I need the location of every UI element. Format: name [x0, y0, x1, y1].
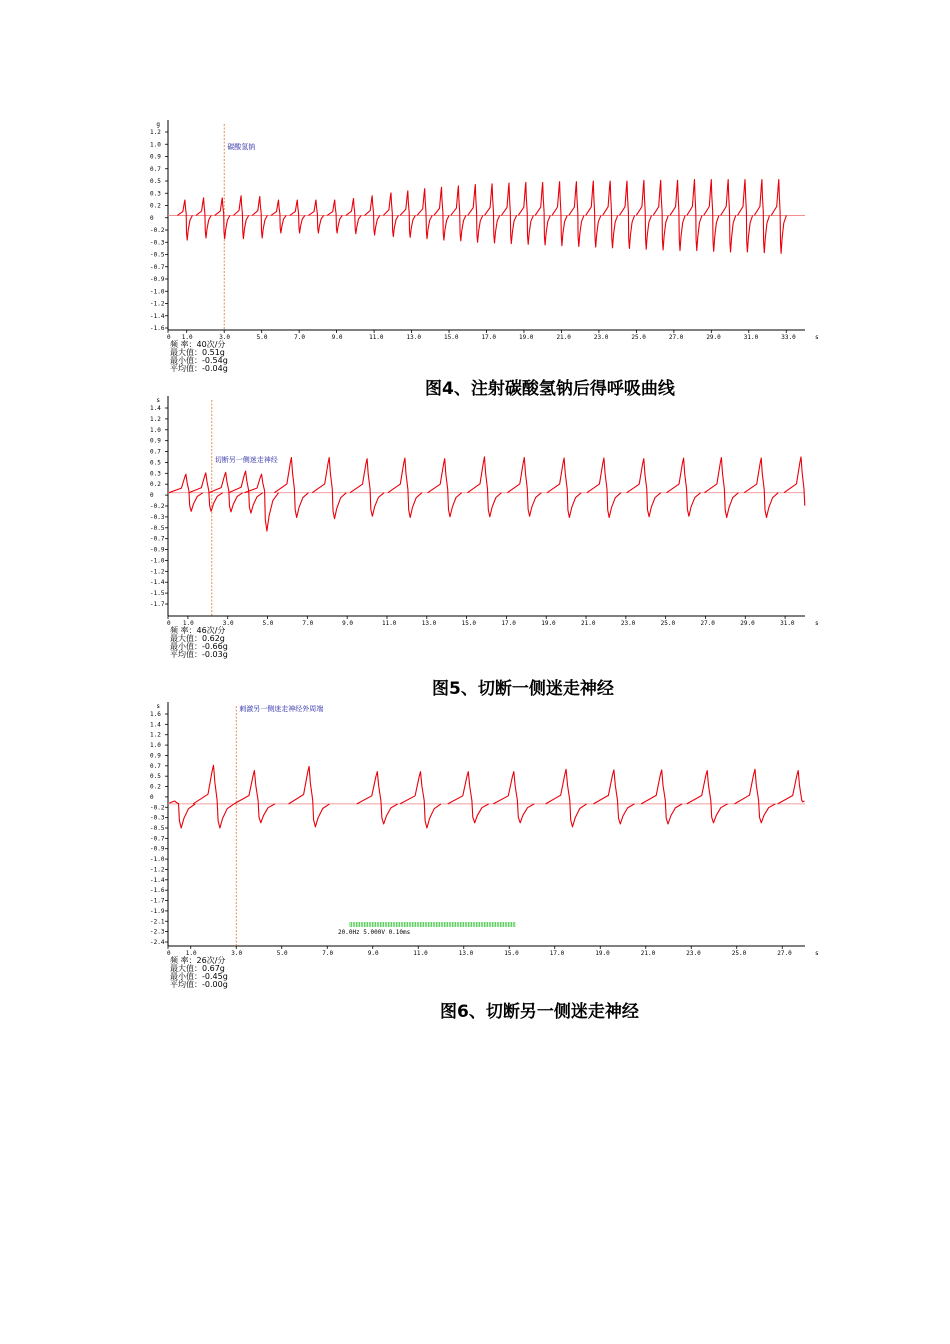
stat-line: 平均值：-0.00g: [170, 980, 228, 989]
x-tick-label: 9.0: [367, 950, 379, 957]
breath-cycle: [744, 458, 778, 517]
y-tick-label: 1.4: [150, 721, 161, 729]
breath-cycle: [308, 200, 323, 233]
x-tick-label: 21.0: [556, 334, 571, 341]
x-tick-label: 15.0: [444, 334, 459, 341]
breath-cycle: [771, 180, 786, 254]
breath-cycle: [357, 772, 398, 824]
x-tick-label: 29.0: [740, 620, 755, 627]
breath-cycle: [636, 180, 651, 249]
x-tick-label: 1.0: [181, 334, 193, 341]
y-tick-label: -1.4: [150, 312, 165, 320]
y-tick-label: 0.5: [150, 773, 161, 781]
breath-cycle: [485, 184, 500, 243]
x-tick-label: 5.0: [276, 950, 288, 957]
breath-cycle: [593, 770, 634, 824]
y-tick-label: -0.2: [150, 227, 165, 234]
x-tick-label: 9.0: [342, 620, 353, 627]
y-tick-label: 0.9: [150, 153, 161, 161]
x-tick-label: 13.0: [421, 620, 437, 627]
x-tick-label: 11.0: [413, 950, 428, 957]
y-tick-label: -0.9: [150, 845, 165, 853]
x-tick-label: 9.0: [331, 334, 343, 341]
x-tick-label: 31.0: [780, 620, 795, 627]
x-tick-label: 19.0: [541, 620, 556, 627]
breath-cycle: [383, 193, 398, 237]
y-tick-label: -0.2: [150, 503, 165, 510]
x-tick-label: 19.0: [518, 334, 534, 341]
event-marker-label: 碳酸氢钠: [227, 143, 256, 151]
breath-cycle: [735, 769, 776, 823]
breath-cycle: [234, 771, 275, 823]
stat-line: 平均值：-0.04g: [170, 364, 228, 373]
x-tick-label: 25.0: [631, 334, 646, 341]
y-tick-label: 0.9: [150, 437, 161, 445]
x-tick-label: 1.0: [185, 950, 197, 957]
x-tick-label: 0: [167, 334, 171, 341]
breath-cycle: [518, 182, 533, 244]
x-tick-label: 13.0: [458, 950, 474, 957]
stat-line: 最大值：0.67g: [170, 964, 225, 973]
breath-cycle: [252, 197, 267, 239]
x-tick-label: 3.0: [222, 620, 234, 627]
y-tick-label: 1.2: [150, 731, 161, 739]
y-tick-label: -1.6: [150, 887, 165, 895]
x-tick-label: 17.0: [481, 334, 496, 341]
breath-cycle: [507, 458, 541, 517]
breath-cycle: [196, 198, 211, 238]
breath-cycle: [271, 200, 286, 233]
y-tick-label: -0.5: [150, 825, 165, 832]
y-axis-unit: g: [156, 121, 160, 128]
x-tick-label: 19.0: [595, 950, 610, 957]
breath-cycle: [468, 185, 483, 243]
x-tick-label: 25.0: [660, 620, 676, 627]
stat-line: 最小值：-0.54g: [170, 356, 228, 365]
y-axis-unit: s: [156, 703, 160, 710]
x-tick-label: 27.0: [700, 620, 715, 627]
x-tick-label: 3.0: [219, 334, 231, 341]
x-tick-label: 17.0: [549, 950, 565, 957]
event-marker-label: 刺激另一侧迷走神经外周端: [239, 705, 324, 713]
y-tick-label: -0.9: [150, 276, 165, 283]
breath-cycle: [290, 200, 305, 233]
chart-figure-5: [0, 390, 950, 660]
stat-line: 最大值：0.51g: [170, 348, 225, 357]
x-tick-label: 15.0: [504, 950, 519, 957]
breath-cycle: [189, 473, 223, 511]
caption-figure-4: 图4、注射碳酸氢钠后得呼吸曲线: [425, 379, 675, 399]
y-tick-label: 0.2: [150, 481, 161, 489]
x-tick-label: 23.0: [593, 334, 609, 341]
y-tick-label: -1.7: [150, 601, 165, 608]
y-tick-label: 0.2: [150, 783, 161, 791]
breath-cycle: [687, 771, 728, 823]
chart-figure-4: [0, 110, 950, 380]
breath-cycle: [448, 772, 489, 823]
breath-cycle: [704, 458, 738, 518]
x-axis-unit: s: [815, 950, 819, 957]
x-tick-label: 33.0: [781, 334, 796, 341]
y-tick-label: -1.2: [150, 300, 165, 308]
x-tick-label: 7.0: [294, 334, 305, 341]
y-tick-label: -1.7: [150, 897, 165, 905]
y-tick-label: 0.3: [150, 190, 161, 198]
y-tick-label: -0.9: [150, 546, 165, 554]
y-tick-label: -1.0: [150, 557, 165, 565]
breath-cycle: [350, 459, 384, 517]
y-tick-label: -1.5: [150, 590, 165, 598]
breath-cycle: [535, 182, 550, 245]
y-tick-label: 1.0: [150, 141, 161, 149]
breath-cycle: [388, 458, 422, 517]
stat-line: 最小值：-0.45g: [170, 972, 228, 981]
breath-cycle: [603, 181, 618, 248]
y-tick-label: -1.2: [150, 866, 165, 874]
breath-cycle: [667, 458, 701, 516]
caption-figure-6: 图6、切断另一侧迷走神经: [440, 1002, 639, 1022]
x-tick-label: 27.0: [777, 950, 792, 957]
y-tick-label: -0.2: [150, 804, 165, 812]
breath-cycle: [193, 765, 234, 828]
event-marker-label: 切断另一侧迷走神经: [214, 456, 278, 464]
x-tick-label: 13.0: [406, 334, 422, 341]
x-tick-label: 3.0: [231, 950, 243, 957]
breath-cycle: [434, 187, 449, 240]
y-tick-label: -0.3: [150, 814, 165, 822]
breath-cycle: [493, 772, 534, 823]
breath-cycle: [552, 182, 567, 246]
y-tick-label: 1.2: [150, 415, 161, 423]
y-tick-label: -0.7: [150, 535, 165, 543]
x-tick-label: 11.0: [369, 334, 384, 341]
breath-cycle: [547, 458, 581, 517]
y-tick-label: -2.1: [150, 918, 165, 926]
breath-cycle: [327, 200, 342, 233]
breath-cycle: [428, 459, 462, 517]
breath-cycle: [451, 186, 466, 241]
stat-line: 平均值：-0.03g: [170, 650, 228, 659]
y-tick-label: 0.2: [150, 202, 161, 210]
y-tick-label: 0.7: [150, 448, 161, 456]
y-tick-label: 0.9: [150, 752, 161, 760]
y-tick-label: -2.3: [150, 928, 165, 936]
breath-cycle: [400, 191, 415, 238]
x-tick-label: 31.0: [743, 334, 759, 341]
x-tick-label: 21.0: [581, 620, 596, 627]
y-tick-label: -1.9: [150, 907, 165, 915]
x-tick-label: 17.0: [501, 620, 516, 627]
y-tick-label: 1.0: [150, 426, 161, 434]
stat-line: 频 率：40次/分: [170, 340, 226, 349]
x-tick-label: 23.0: [686, 950, 701, 957]
breath-cycle: [417, 189, 432, 239]
y-tick-label: -0.5: [150, 524, 165, 532]
y-tick-label: 1.6: [150, 711, 161, 718]
breath-cycle: [627, 459, 661, 517]
y-tick-label: 0.7: [150, 762, 161, 770]
y-axis-unit: s: [156, 397, 160, 404]
stat-line: 最小值：-0.66g: [170, 642, 228, 651]
x-tick-label: 5.0: [256, 334, 268, 341]
breath-cycle: [177, 200, 192, 240]
breath-cycle: [569, 182, 584, 247]
breath-cycle: [274, 458, 308, 518]
y-tick-label: -0.5: [150, 251, 165, 259]
x-tick-label: 27.0: [668, 334, 684, 341]
x-tick-label: 7.0: [322, 950, 334, 957]
stat-line: 频 率：26次/分: [170, 956, 226, 965]
x-tick-label: 1.0: [182, 620, 194, 627]
breath-cycle: [586, 181, 601, 247]
y-tick-label: -1.4: [150, 876, 165, 884]
breath-cycle: [501, 183, 516, 244]
y-tick-label: 0: [150, 492, 154, 500]
breath-cycle: [289, 766, 330, 827]
y-tick-label: -1.4: [150, 579, 165, 587]
y-tick-label: 0.5: [150, 178, 161, 185]
breath-cycle: [784, 457, 805, 506]
breath-cycle: [209, 472, 243, 512]
breath-cycle: [754, 180, 769, 253]
y-tick-label: 1.4: [150, 405, 161, 412]
x-tick-label: 5.0: [262, 620, 274, 627]
y-tick-label: 0.5: [150, 459, 161, 467]
x-tick-label: 29.0: [706, 334, 721, 341]
x-tick-label: 7.0: [302, 620, 314, 627]
y-tick-label: -0.7: [150, 835, 165, 843]
y-tick-label: -0.3: [150, 513, 165, 521]
y-tick-label: -1.6: [150, 325, 165, 332]
y-tick-label: 0.3: [150, 470, 161, 478]
breath-cycle: [587, 458, 621, 517]
stat-line: 频 率：46次/分: [170, 626, 226, 635]
y-tick-label: -1.2: [150, 568, 165, 576]
x-tick-label: 0: [167, 620, 171, 627]
x-axis-unit: s: [815, 334, 819, 341]
x-tick-label: 15.0: [461, 620, 477, 627]
breath-cycle: [312, 458, 346, 519]
x-tick-label: 21.0: [640, 950, 656, 957]
breath-cycle: [546, 769, 587, 827]
breath-cycle: [641, 770, 682, 824]
y-tick-label: 1.2: [150, 129, 161, 136]
x-axis-unit: s: [815, 620, 819, 627]
breath-cycle: [215, 198, 230, 239]
y-tick-label: -1.0: [150, 856, 165, 864]
breath-cycle: [468, 457, 502, 517]
y-tick-label: -2.4: [150, 939, 165, 946]
x-tick-label: 25.0: [731, 950, 747, 957]
y-tick-label: 0: [150, 793, 154, 801]
breath-cycle: [346, 199, 361, 234]
y-tick-label: -0.3: [150, 239, 165, 247]
y-tick-label: -1.0: [150, 288, 165, 296]
chart-figure-6: [0, 692, 950, 992]
caption-figure-5: 图5、切断一侧迷走神经: [432, 679, 614, 699]
y-tick-label: 0: [150, 214, 154, 222]
breath-cycle: [778, 771, 805, 804]
breath-cycle: [234, 196, 249, 239]
breath-cycle: [619, 181, 634, 249]
stat-line: 最大值：0.62g: [170, 634, 225, 643]
x-tick-label: 0: [167, 950, 171, 957]
stimulus-parameters: 20.0Hz 5.000V 0.10ms: [338, 929, 411, 936]
x-tick-label: 11.0: [381, 620, 397, 627]
y-tick-label: 1.0: [150, 742, 161, 750]
y-tick-label: -0.7: [150, 263, 165, 271]
x-tick-label: 23.0: [620, 620, 636, 627]
breath-cycle: [400, 772, 441, 828]
breath-cycle: [169, 801, 195, 828]
y-tick-label: 0.7: [150, 165, 161, 173]
